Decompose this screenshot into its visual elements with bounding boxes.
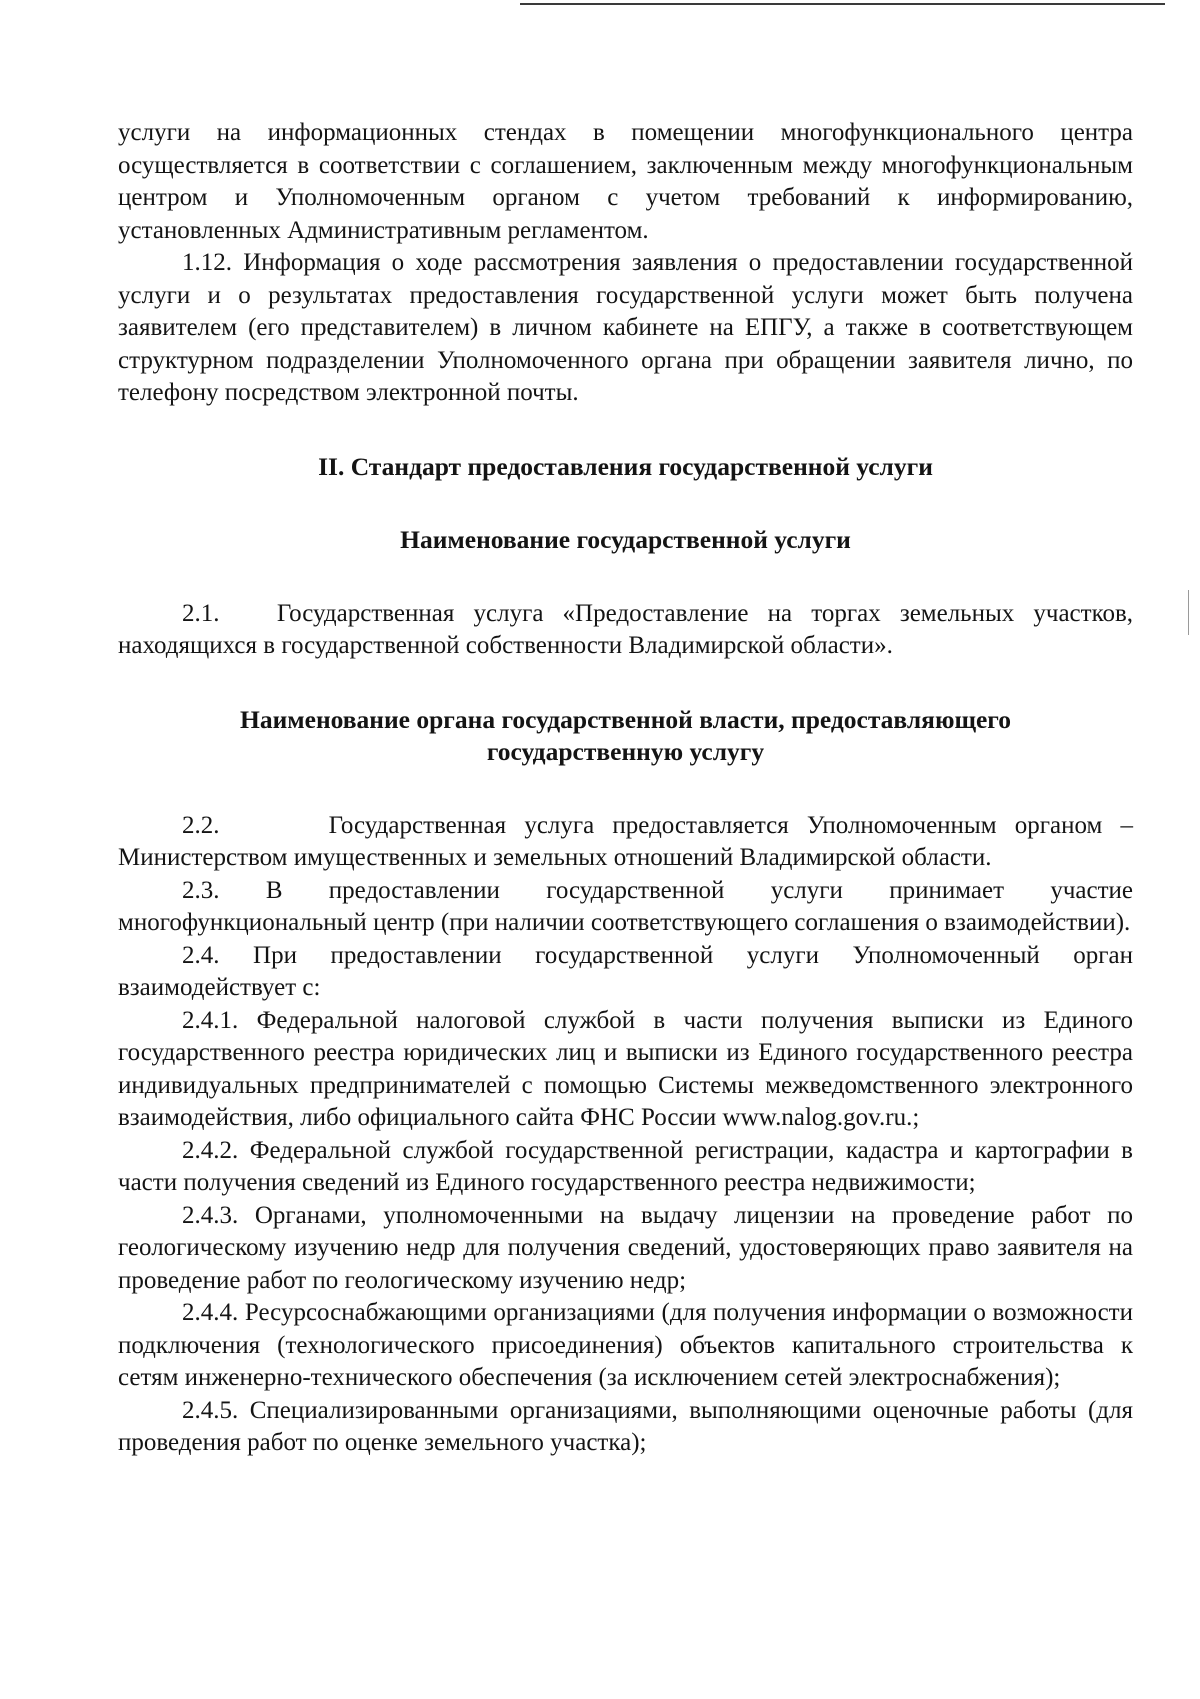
scan-margin-mark bbox=[1188, 590, 1189, 635]
paragraph-2-4-4: 2.4.4. Ресурсоснабжающими организациями (для получения информации о возможности подключения (технологического присоединения) объектов капитального строительства к сетям инженерно-технического обеспечения (за исключением сетей электроснабжения); bbox=[118, 1299, 1133, 1391]
section-title: II. Стандарт предоставления государственной услуги bbox=[318, 451, 933, 481]
document-page bbox=[118, 117, 1140, 1460]
subheading-service-name: Наименование государственной услуги bbox=[400, 525, 851, 554]
paragraph-2-4: 2.4. При предоставлении государственной услуги Уполномоченный орган взаимодействует с: bbox=[118, 941, 1133, 1001]
paragraph-1-12: 1.12. Информация о ходе рассмотрения заявления о предоставлении государственной услуги и о результатах предоставления государственной услуги может быть получена заявителем (его представителем) в личном кабинете на ЕПГУ, а также в соответствующем структурном подразделении Уполномоченного органа при обращении заявителя лично, по телефону посредством электронной почты. bbox=[118, 249, 1133, 406]
paragraph-2-4-1: 2.4.1. Федеральной налоговой службой в части получения выписки из Единого государственного реестра юридических лиц и выписки из Единого государственного реестра индивидуальных предпринимателей с помощью Системы межведомственного электронного взаимодействия, либо официального сайта ФНС России www.nalog.gov.ru.; bbox=[118, 1006, 1133, 1131]
paragraph-2-4-5: 2.4.5. Специализированными организациями, выполняющими оценочные работы (для проведения работ по оценке земельного участка); bbox=[118, 1396, 1133, 1456]
paragraph-2-1: 2.1. Государственная услуга «Предоставление на торгах земельных участков, находящихся в государственной собственности Владимирской области». bbox=[118, 599, 1140, 659]
paragraph-2-3: 2.3. В предоставлении государственной услуги принимает участие многофункциональный центр (при наличии соответствующего соглашения о взаимодействии). bbox=[118, 876, 1133, 936]
paragraph-2-2: 2.2. Государственная услуга предоставляется Уполномоченным органом – Министерством имущественных и земельных отношений Владимирской области. bbox=[118, 811, 1140, 871]
subheading-authority: Наименование органа государственной власти, предоставляющего государственную услугу bbox=[240, 704, 1011, 766]
paragraph-2-4-2: 2.4.2. Федеральной службой государственной регистрации, кадастра и картографии в части получения сведений из Единого государственного реестра недвижимости; bbox=[118, 1136, 1133, 1196]
paragraph-2-4-3: 2.4.3. Органами, уполномоченными на выдачу лицензии на проведение работ по геологическому изучению недр для получения сведений, удостоверяющих право заявителя на проведение работ по геологическому изучению недр; bbox=[118, 1201, 1133, 1294]
paragraph-continuation: услуги на информационных стендах в помещении многофункционального центра осуществляется в соответствии с соглашением, заключенным между многофункциональным центром и Уполномоченным органом с учетом требований к информированию, установленных Административным регламентом. bbox=[118, 119, 1133, 244]
scan-edge-line bbox=[520, 3, 1165, 5]
